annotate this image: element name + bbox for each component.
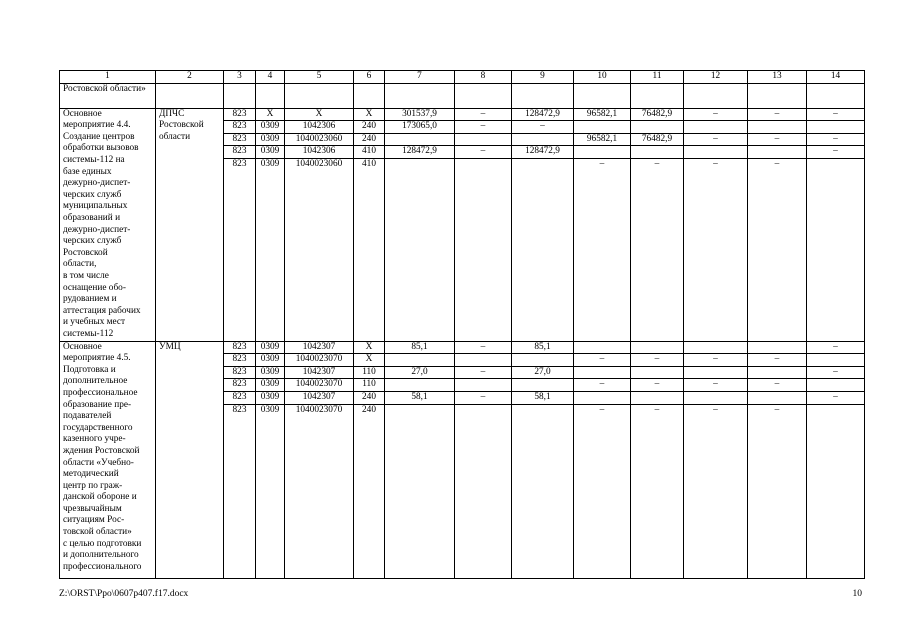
cell: 1040023060 [285,133,354,146]
description-line: области, [63,259,97,270]
cell: 128472,9 [385,146,455,159]
cell [574,391,631,404]
cell: 1042307 [285,366,354,379]
description-line: государственного [63,422,133,433]
cell: 1042307 [285,341,354,354]
cell: – [455,108,512,121]
executor-line: УМЦ [159,341,181,352]
cell: – [748,354,807,367]
cell [455,354,512,367]
empty-cell [224,83,256,108]
column-number: 3 [224,71,256,84]
cell: – [748,404,807,578]
table-row [60,108,865,121]
cell: – [807,391,865,404]
cell: – [684,133,748,146]
cell [574,146,631,159]
header-number-row [60,71,865,84]
empty-cell [631,83,684,108]
cell: 58,1 [385,391,455,404]
executor-line: Ростовской [159,120,204,131]
description-line: рудованием и [63,294,117,305]
column-number: 4 [256,71,285,84]
cell [512,379,574,392]
column-number: 13 [748,71,807,84]
cell: X [354,108,385,121]
cell [574,341,631,354]
cell [631,121,684,134]
cell [455,379,512,392]
cell: 76482,9 [631,108,684,121]
cell: 823 [224,108,256,121]
cell: 128472,9 [512,146,574,159]
description-line: товской области» [63,527,132,538]
cell [807,121,865,134]
description-line: с целью подготовки [63,538,142,549]
cell: – [684,354,748,367]
cell: X [256,108,285,121]
cell [684,366,748,379]
cell: 58,1 [512,391,574,404]
empty-cell [156,83,224,108]
description-line: черских служб [63,189,122,200]
cell: 823 [224,404,256,578]
cell [455,158,512,341]
cell [455,404,512,578]
cell [631,341,684,354]
cell [807,354,865,367]
description-line: в том числе [63,270,109,281]
cell: 0309 [256,404,285,578]
cell: 410 [354,158,385,341]
cell [574,366,631,379]
column-number: 1 [60,71,156,84]
cell: – [684,158,748,341]
cell [807,404,865,578]
description-line: методический [63,469,119,480]
cell: – [684,379,748,392]
cell [512,133,574,146]
cell: 0309 [256,146,285,159]
cell: – [807,108,865,121]
continued-row [60,83,865,108]
cell: 301537,9 [385,108,455,121]
description-line: образований и [63,212,121,223]
empty-cell [748,83,807,108]
cell: X [285,108,354,121]
column-number: 2 [156,71,224,84]
cell: – [574,379,631,392]
description-line: Создание центров [63,131,135,142]
description-line: образование пре- [63,399,132,410]
column-number: 7 [385,71,455,84]
cell [807,158,865,341]
description-line: дежурно-диспет- [63,178,131,189]
continued-description: Ростовской области» [60,83,156,108]
cell [748,366,807,379]
description-line: ждения Ростовской [63,445,140,456]
cell: – [631,404,684,578]
footer-page-number: 10 [852,589,862,599]
empty-cell [285,83,354,108]
cell: – [807,341,865,354]
description-line: мероприятие 4.5. [63,353,131,364]
cell [512,404,574,578]
empty-cell [684,83,748,108]
cell [385,354,455,367]
cell: – [574,158,631,341]
cell: – [455,146,512,159]
description-line: чрезвычайным [63,503,122,514]
cell [631,146,684,159]
cell: 27,0 [385,366,455,379]
description-line: центр по граж- [63,480,123,491]
cell: – [574,404,631,578]
cell: 240 [354,133,385,146]
cell: 110 [354,366,385,379]
executor-line: ДПЧС [159,108,185,119]
cell: – [684,404,748,578]
description-line: дополнительное [63,376,128,387]
cell: – [574,354,631,367]
cell [748,121,807,134]
cell: 1040023070 [285,404,354,578]
description-line: Основное [63,108,102,119]
cell [748,391,807,404]
cell [684,341,748,354]
cell: 1040023070 [285,379,354,392]
cell [684,146,748,159]
cell: 823 [224,366,256,379]
cell [807,379,865,392]
description-line: ситуациям Рос- [63,515,125,526]
cell: – [455,121,512,134]
cell: 173065,0 [385,121,455,134]
cell: 240 [354,404,385,578]
cell: 0309 [256,133,285,146]
column-number: 11 [631,71,684,84]
cell: 96582,1 [574,108,631,121]
cell: 410 [354,146,385,159]
cell: – [631,379,684,392]
column-number: 9 [512,71,574,84]
cell [385,379,455,392]
cell: 76482,9 [631,133,684,146]
cell: 110 [354,379,385,392]
cell: 0309 [256,158,285,341]
cell [631,391,684,404]
cell: 0309 [256,379,285,392]
description-line: Ростовской [63,247,108,258]
description-line: подавателей [63,411,112,422]
empty-cell [455,83,512,108]
description-line: муниципальных [63,201,128,212]
empty-cell [512,83,574,108]
description-line: области «Учебно- [63,457,134,468]
cell [385,404,455,578]
description-line: профессиональное [63,387,138,398]
description-line: системы-112 на [63,154,125,165]
description-line: мероприятие 4.4. [63,120,131,131]
cell: – [631,354,684,367]
description-line: оснащение обо- [63,282,126,293]
cell [512,158,574,341]
cell: X [354,354,385,367]
cell [748,341,807,354]
cell: 1042306 [285,146,354,159]
description-line: обработки вызовов [63,143,139,154]
cell: 96582,1 [574,133,631,146]
measure-4-5-executor [156,341,224,578]
cell: – [748,379,807,392]
empty-cell [385,83,455,108]
cell [574,121,631,134]
description-line: базе единых [63,166,112,177]
cell: 823 [224,158,256,341]
cell: 0309 [256,366,285,379]
description-line: и дополнительного [63,550,139,561]
footer-file-path: Z:\ORST\Ppo\0607p407.f17.docx [59,589,189,599]
description-line: профессионального [63,561,142,572]
cell: 27,0 [512,366,574,379]
empty-cell [807,83,865,108]
cell: 1040023070 [285,354,354,367]
cell: – [748,108,807,121]
cell: 1042306 [285,121,354,134]
empty-cell [574,83,631,108]
cell: 128472,9 [512,108,574,121]
column-number: 8 [455,71,512,84]
description-line: аттестация рабочих [63,305,141,316]
cell [684,391,748,404]
column-number: 5 [285,71,354,84]
cell: 85,1 [512,341,574,354]
cell: 0309 [256,354,285,367]
cell: 0309 [256,391,285,404]
description-line: данской обороне и [63,492,137,503]
table-row [60,341,865,354]
column-number: 10 [574,71,631,84]
cell: 823 [224,121,256,134]
cell: 1042307 [285,391,354,404]
cell [385,158,455,341]
measure-4-4-description [60,108,156,341]
column-number: 6 [354,71,385,84]
empty-cell [256,83,285,108]
cell [748,146,807,159]
measure-4-4-executor [156,108,224,341]
cell: 823 [224,341,256,354]
description-line: Подготовка и [63,364,116,375]
cell: X [354,341,385,354]
description-line: черских служб [63,236,122,247]
cell: 85,1 [385,341,455,354]
cell: – [807,366,865,379]
cell: – [455,366,512,379]
cell: – [455,391,512,404]
description-line: дежурно-диспет- [63,224,131,235]
cell [684,121,748,134]
cell: – [807,133,865,146]
cell [631,366,684,379]
empty-cell [354,83,385,108]
cell: – [684,108,748,121]
description-line: казенного учре- [63,434,126,445]
cell: – [512,121,574,134]
description-line: и учебных мест [63,317,126,328]
cell: 240 [354,391,385,404]
cell: – [807,146,865,159]
cell: 823 [224,133,256,146]
description-line: Основное [63,341,102,352]
cell: 823 [224,354,256,367]
column-number: 12 [684,71,748,84]
measure-4-5-description [60,341,156,578]
cell: 823 [224,379,256,392]
description-line: системы-112 [63,328,114,339]
cell: 823 [224,391,256,404]
cell: 0309 [256,121,285,134]
cell [512,354,574,367]
cell: – [455,341,512,354]
cell [385,133,455,146]
executor-line: области [159,131,191,142]
cell: 0309 [256,341,285,354]
cell: 823 [224,146,256,159]
cell: – [631,158,684,341]
budget-table [59,70,865,579]
cell: – [748,133,807,146]
column-number: 14 [807,71,865,84]
cell: 1040023060 [285,158,354,341]
cell [455,133,512,146]
cell: – [748,158,807,341]
cell: 240 [354,121,385,134]
